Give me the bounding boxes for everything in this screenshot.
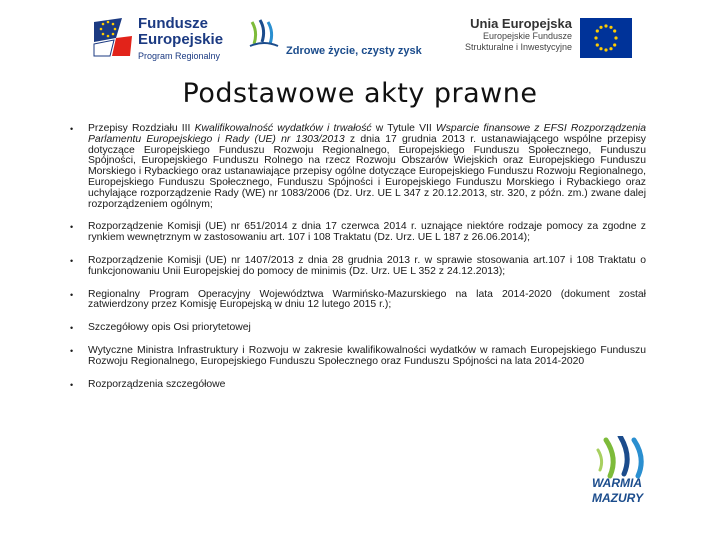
- bullet-icon: •: [70, 255, 74, 266]
- list-item: [70, 380, 646, 391]
- wm-slogan: Zdrowe życie, czysty zysk: [286, 45, 422, 57]
- bullet-icon: •: [70, 289, 74, 300]
- bullet-icon: •: [70, 345, 74, 356]
- item-text-italic2: Wsparcie finansowe z EFSI Rozporządzenia Parlamentu Europejskiego i Rady (UE) nr 1303/2013: [88, 123, 646, 145]
- fe-subtitle: Program Regionalny: [138, 51, 221, 61]
- ue-title: Unia Europejska: [470, 16, 572, 31]
- fe-text-block: [138, 16, 223, 62]
- list-item: [70, 346, 646, 368]
- fe-title-line1: Fundusze: [138, 15, 208, 32]
- list-item: [70, 256, 646, 278]
- list-item: [70, 290, 646, 312]
- item-text-mid: w Tytule VII: [371, 123, 436, 134]
- page-title: Podstawowe akty prawne: [182, 78, 538, 109]
- item-text: Rozporządzenie Komisji (UE) nr 651/2014 z dnia 17 czerwca 2014 r. uznające niektóre rodzaje pomocy za zgodne z rynkiem wewnętrznym w zastosowaniu art. 107 i 108 Traktatu (Dz. Urz. UE L 187 z 26.06.2014);: [88, 221, 646, 244]
- bullet-icon: •: [70, 222, 74, 233]
- item-text: Rozporządzenie Komisji (UE) nr 1407/2013 z dnia 28 grudnia 2013 r. w sprawie stosowania art.107 i 108 Traktatu o funkcjonowaniu Unii Europejskiej do pomocy de minimis (Dz. Urz. UE L 352 z 24.12.2013);: [88, 254, 646, 277]
- warmia-mazury-slogan-logo: [246, 18, 426, 62]
- list-item: [70, 323, 646, 334]
- ue-text-block: [465, 16, 572, 53]
- item-text: Wytyczne Ministra Infrastruktury i Rozwoju w zakresie kwalifikowalności wydatków w ramach Europejskiego Funduszu Rozwoju Regionalnego, Europejskiego Funduszu Społecznego oraz Funduszu Spójności na lata 2014-2020: [88, 344, 646, 367]
- item-text: Rozporządzenia szczegółowe: [88, 378, 226, 390]
- warmia-mazury-mark-icon: [246, 18, 282, 58]
- item-text: Szczegółowy opis Osi priorytetowej: [88, 322, 251, 334]
- item-text: Regionalny Program Operacyjny Województwa Warmińsko-Mazurskiego na lata 2014-2020 (dokument został zatwierdzony przez Komisję Europejską w dniu 12 lutego 2015 r.);: [88, 288, 646, 311]
- bullet-icon: •: [70, 323, 74, 334]
- fundusze-europejskie-logo: [92, 14, 242, 64]
- list-item: [70, 124, 646, 210]
- eu-flag-icon: [580, 18, 632, 58]
- item-text-prefix: Przepisy Rozdziału III: [88, 123, 195, 134]
- unia-europejska-logo: [452, 14, 632, 64]
- fe-flag-icon: [92, 16, 134, 58]
- list-item: [70, 222, 646, 244]
- ue-subtitle-line1: Europejskie Fundusze: [482, 31, 572, 41]
- item-text-italic: Kwalifikowalność wydatków i trwałość: [194, 123, 372, 134]
- fe-title-line2: Europejskie: [138, 31, 224, 48]
- item-text-suffix: z dnia 17 grudnia 2013 r. ustanawiającego wspólne przepisy dotyczące Europejskiego Funduszu Rozwoju Regionalnego, Europejskiego Funduszu Społecznego, Funduszu Spójności, Europejskiego Funduszu Rolnego na rzecz Rozwoju Obszarów Wiejskich oraz Europejskiego Funduszu Morskiego i Rybackiego oraz ustanawiające przepisy ogólne dotyczące Europejskiego Funduszu Rozwoju Regionalnego, Europejskiego Funduszu Społecznego, Funduszu Spójności i Europejskiego Funduszu Morskiego i Rybackiego oraz uchylające rozporządzenie Rady (WE) nr 1083/2006 (Dz. Urz. UE L 347 z 20.12.2013, str. 320, z późn. zm.) zwane dalej rozporządzeniem ogólnym;: [88, 133, 646, 210]
- wm-big-line2: MAZURY: [592, 491, 644, 505]
- wm-big-line1: WARMIA: [592, 476, 642, 490]
- legal-acts-list: [70, 124, 646, 402]
- header-logos: [0, 0, 720, 78]
- ue-subtitle-line2: Strukturalne i Inwestycyjne: [464, 42, 572, 52]
- warmia-mazury-big-text: [592, 476, 643, 506]
- bullet-icon: •: [70, 379, 74, 390]
- bullet-icon: •: [70, 124, 74, 134]
